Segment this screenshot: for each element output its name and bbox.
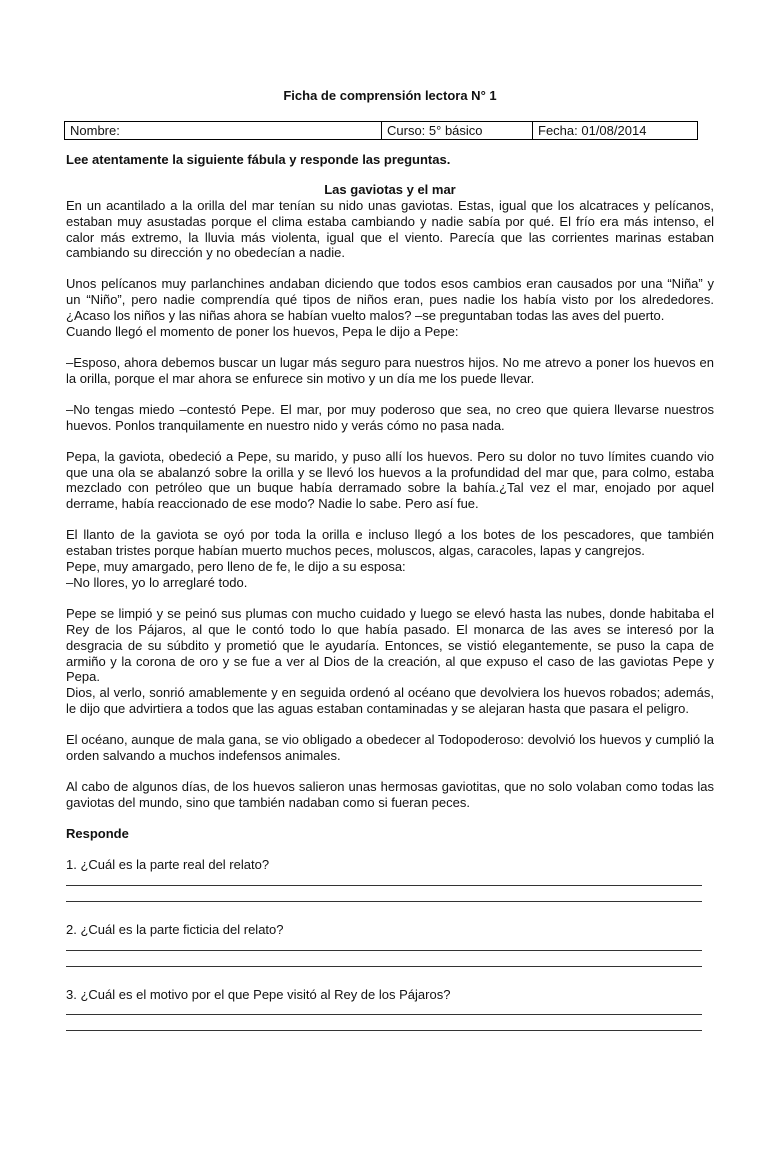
story-paragraph: Unos pelícanos muy parlanchines andaban diciendo que todos esos cambios eran causados por una “Niña” y un “Niño”, pero nadie comprendía qué tipos de niños eran, pues nadie los había visto por los alrededores. ¿Acaso los niños y las niñas ahora se habían vuelto malos? –se preguntaban todas las aves del puerto. xyxy=(66,276,714,324)
answer-line[interactable] xyxy=(66,950,702,951)
question-block xyxy=(66,857,714,902)
answer-line[interactable] xyxy=(66,1030,702,1031)
question-block xyxy=(66,922,714,967)
story-body xyxy=(66,198,714,811)
answer-line[interactable] xyxy=(66,1014,702,1015)
story-title: Las gaviotas y el mar xyxy=(324,181,456,197)
questions-section xyxy=(66,857,714,1032)
answer-lines xyxy=(66,950,714,967)
question-block xyxy=(66,987,714,1032)
question-text: 2. ¿Cuál es la parte ficticia del relato? xyxy=(66,921,284,937)
story-paragraph: –No llores, yo lo arreglaré todo. xyxy=(66,574,248,590)
story-paragraph: Pepa, la gaviota, obedeció a Pepe, su marido, y puso allí los huevos. Pero su dolor no tuvo límites cuando vio que una ola se abalanzó sobre la orilla y se llevó los huevos a la profundidad del mar que, para colmo, estaba mezclado con petróleo que un buque había derramado sobre la bahía.¿Tal vez el mar, enojado por aquel derrame, había reaccionado de ese modo? Nadie lo sabe. Pero así fue. xyxy=(66,448,714,512)
answer-line[interactable] xyxy=(66,885,702,886)
answer-line[interactable] xyxy=(66,966,702,967)
date-field: Fecha: 01/08/2014 xyxy=(533,121,698,139)
worksheet xyxy=(66,88,714,1051)
respond-heading: Responde xyxy=(66,825,129,841)
story-paragraph: Al cabo de algunos días, de los huevos salieron unas hermosas gaviotitas, que no solo volaban como todas las gaviotas del mundo, sino que también nadaban como si fueran peces. xyxy=(66,779,714,810)
story-paragraph: –Esposo, ahora debemos buscar un lugar más seguro para nuestros hijos. No me atrevo a poner los huevos en la orilla, porque el mar ahora se enfurece sin motivo y un día me los puede llevar. xyxy=(66,354,714,386)
instruction-text: Lee atentamente la siguiente fábula y responde las preguntas. xyxy=(66,151,451,167)
course-field: Curso: 5° básico xyxy=(382,121,533,139)
story-paragraph: Pepe, muy amargado, pero lleno de fe, le dijo a su esposa: xyxy=(66,559,406,575)
answer-lines xyxy=(66,885,714,902)
question-text: 3. ¿Cuál es el motivo por el que Pepe visitó al Rey de los Pájaros? xyxy=(66,986,451,1002)
story-paragraph: –No tengas miedo –contestó Pepe. El mar, por muy poderoso que sea, no creo que quiera llevarse nuestros huevos. Ponlos tranquilamente en nuestro nido y verás cómo no pasa nada. xyxy=(66,401,714,433)
answer-lines xyxy=(66,1014,714,1031)
question-text: 1. ¿Cuál es la parte real del relato? xyxy=(66,856,270,872)
story-paragraph: El océano, aunque de mala gana, se vio obligado a obedecer al Todopoderoso: devolvió los huevos y cumplió la orden salvando a muchos indefensos animales. xyxy=(66,732,714,764)
story-paragraph: Dios, al verlo, sonrió amablemente y en seguida ordenó al océano que devolviera los huevos robados; además, le dijo que advirtiera a todos que las aguas estaban contaminadas y se alejaran hasta que pasara el peligro. xyxy=(66,685,714,717)
student-info-table xyxy=(64,121,698,140)
worksheet-title: Ficha de comprensión lectora N° 1 xyxy=(283,88,497,103)
answer-line[interactable] xyxy=(66,901,702,902)
story-paragraph: Cuando llegó el momento de poner los huevos, Pepa le dijo a Pepe: xyxy=(66,324,459,340)
name-field[interactable]: Nombre: xyxy=(65,121,382,139)
story-paragraph: Pepe se limpió y se peinó sus plumas con mucho cuidado y luego se elevó hasta las nubes, donde habitaba el Rey de los Pájaros, al que le contó todo lo que había pasado. El monarca de las aves se interesó por la desgracia de su súbdito y prometió que le ayudaría. Entonces, se vistió elegantemente, se puso la capa de armiño y la corona de oro y se fue a ver al Dios de la creación, al que expuso el caso de las gaviotas Pepe y Pepa. xyxy=(66,605,714,685)
story-paragraph: El llanto de la gaviota se oyó por toda la orilla e incluso llegó a los botes de los pescadores, que también estaban tristes porque habían muerto muchos peces, moluscos, algas, caracoles, lapas y cangrejos. xyxy=(66,527,714,559)
story-paragraph: En un acantilado a la orilla del mar tenían su nido unas gaviotas. Estas, igual que los alcatraces y pelícanos, estaban muy asustadas porque el clima estaba cambiando y nadie sabía por qué. El frío era más intenso, el calor más extremo, la lluvia más violenta, igual que el viento. Parecía que las corrientes marinas estaban cambiando su dirección y no obedecían a nadie. xyxy=(66,197,714,261)
